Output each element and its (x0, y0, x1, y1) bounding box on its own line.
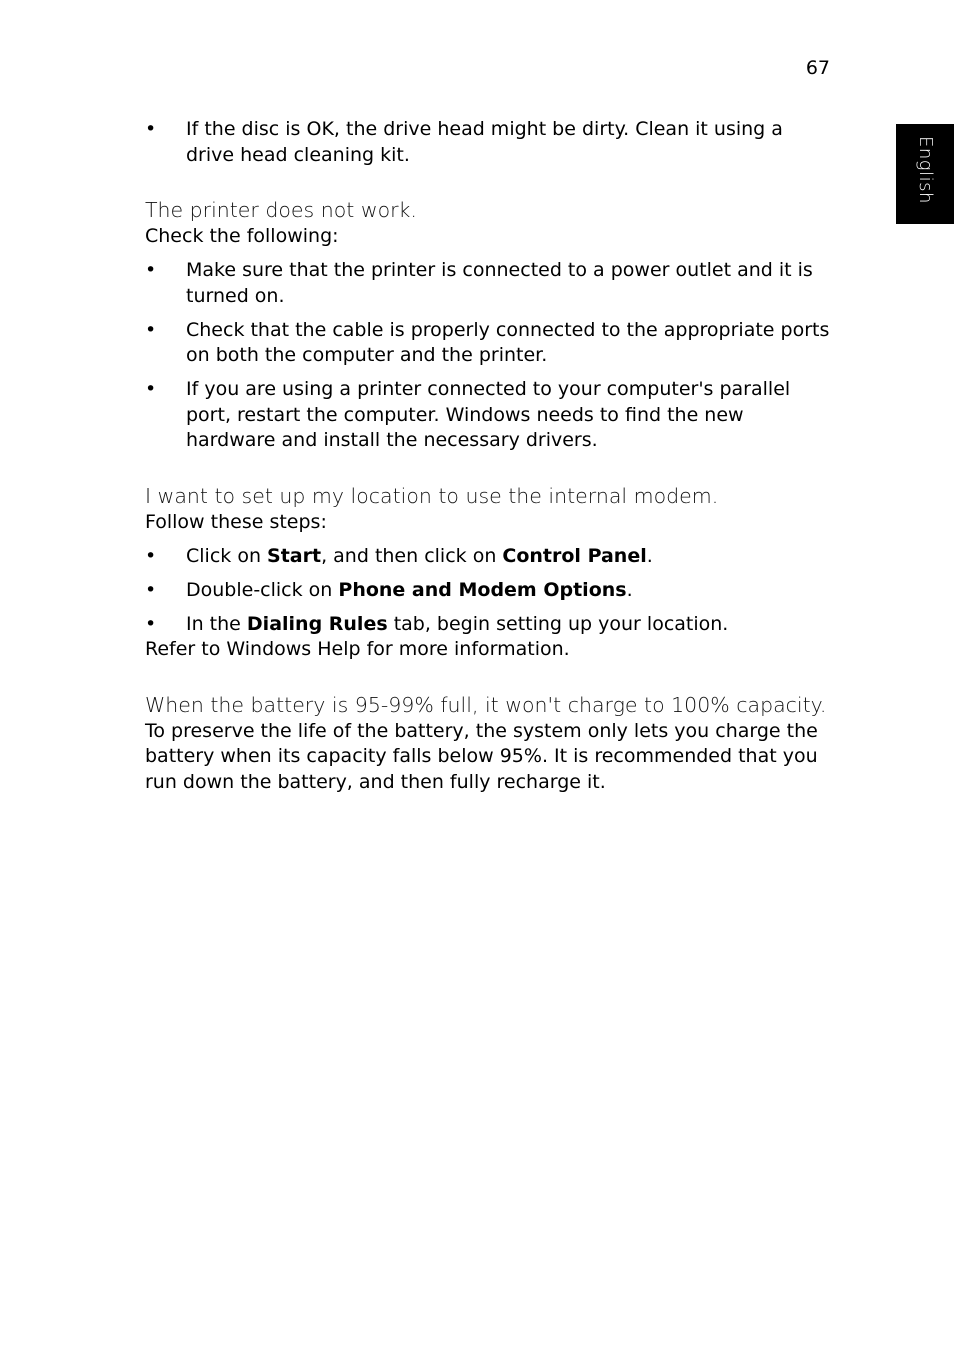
step-text: tab, begin setting up your location. (387, 612, 729, 635)
step-text: In the (186, 612, 247, 635)
start-label: Start (267, 544, 322, 567)
battery-section (145, 692, 835, 796)
language-tab-label: English (915, 136, 936, 204)
printer-section (145, 197, 835, 454)
language-tab (896, 124, 954, 224)
page-number: 67 (805, 57, 830, 79)
modem-intro: Follow these steps: (145, 510, 327, 533)
modem-steps-list (145, 544, 835, 638)
step-text: , and then click on (321, 544, 503, 567)
dialing-rules-label: Dialing Rules (246, 612, 388, 635)
list-item: • Check that the cable is properly connected to the appropriate ports on both the computer and the printer. (145, 318, 835, 369)
page-content (145, 117, 835, 795)
battery-body: To preserve the life of the battery, the system only lets you charge the battery when its capacity falls below 95%. It is recommended that you run down the battery, and then fully recharge it. (145, 719, 818, 793)
printer-heading: The printer does not work. (145, 198, 417, 222)
list-item: • If you are using a printer connected to your computer's parallel port, restart the computer. Windows needs to find the new hardware and install the necessary drivers. (145, 377, 835, 454)
printer-bullet-list (145, 258, 835, 454)
control-panel-label: Control Panel (502, 544, 647, 567)
step-text: . (626, 578, 633, 601)
list-item: • If the disc is OK, the drive head might be dirty. Clean it using a drive head cleaning kit. (145, 117, 835, 168)
list-item (145, 544, 835, 570)
list-item: • Make sure that the printer is connected to a power outlet and it is turned on. (145, 258, 835, 309)
modem-outro: Refer to Windows Help for more information. (145, 638, 570, 660)
step-text: Double-click on (186, 578, 339, 601)
modem-section (145, 483, 835, 663)
list-item (145, 612, 835, 638)
step-text: Click on (186, 544, 268, 567)
modem-heading: I want to set up my location to use the internal modem. (145, 483, 719, 508)
list-item (145, 578, 835, 604)
battery-heading: When the battery is 95-99% full, it won't charge to 100% capacity. (145, 692, 827, 717)
intro-bullet-list (145, 117, 835, 168)
printer-intro: Check the following: (145, 225, 339, 247)
step-text: . (646, 544, 653, 567)
phone-modem-options-label: Phone and Modem Options (338, 578, 627, 601)
